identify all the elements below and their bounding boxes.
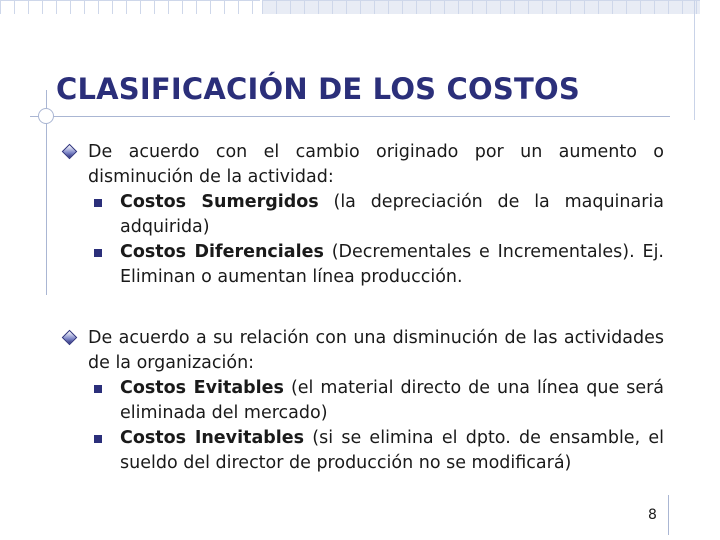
cost-term: Costos Evitables [120,378,284,398]
list-item [64,240,664,290]
list-item [64,426,664,476]
cost-detail: (si se elimina el dpto. de ensamble, el sueldo del director de producción no se modificará) [120,428,664,473]
section-2 [64,326,664,476]
section-2-text-wrap [64,326,664,376]
section-1-text-wrap [64,140,664,190]
square-bullet-icon [94,385,102,393]
decor-vertical-line-right [694,0,695,120]
diamond-bullet-icon [62,144,78,160]
section-2-text: De acuerdo a su relación con una disminución de las actividades de la organización: [88,328,664,373]
cost-term: Costos Sumergidos [120,192,319,212]
square-bullet-icon [94,435,102,443]
square-bullet-icon [94,249,102,257]
top-grid-decoration-right [262,0,700,14]
cost-term: Costos Inevitables [120,428,305,448]
cost-detail: (la depreciación de la maquinaria adquirida) [120,192,665,237]
slide-title: CLASIFICACIÓN DE LOS COSTOS [56,72,580,106]
page-number-rule [668,495,669,535]
slide-content [64,140,664,476]
decor-circle [38,108,54,124]
cost-term: Costos Diferenciales [120,242,324,262]
list-item [64,376,664,426]
cost-detail: (Decrementales e Incrementales). Ej. Eliminan o aumentan línea producción. [120,242,664,287]
title-underline [30,116,670,117]
diamond-bullet-icon [62,330,78,346]
page-number: 8 [648,507,657,523]
square-bullet-icon [94,199,102,207]
cost-detail: (el material directo de una línea que será eliminada del mercado) [120,378,665,423]
section-1-text: De acuerdo con el cambio originado por un aumento o disminución de la actividad: [88,142,664,187]
section-1 [64,140,664,290]
list-item [64,190,664,240]
top-grid-decoration-left [0,0,260,14]
